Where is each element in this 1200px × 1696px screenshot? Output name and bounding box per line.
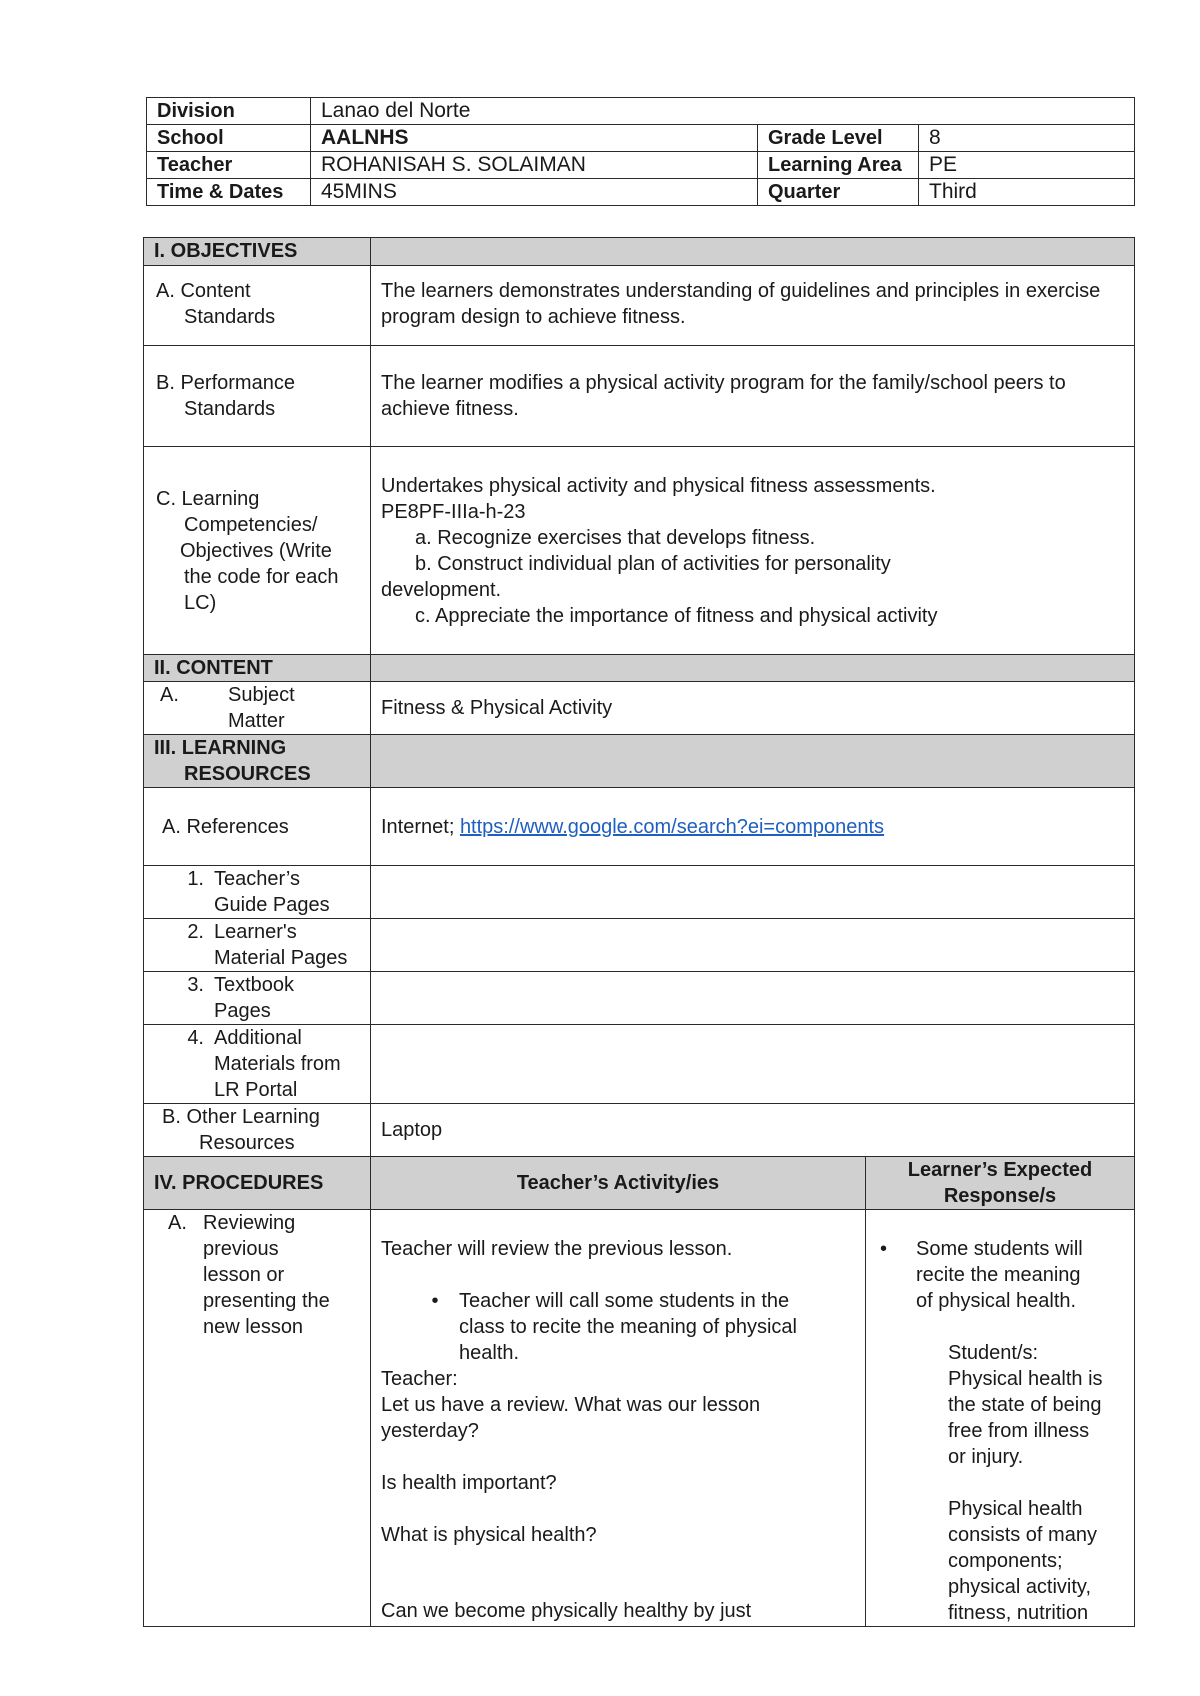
teacher-question: Can we become physically healthy by just	[381, 1600, 752, 1622]
other-resources-label	[144, 1104, 371, 1157]
subject-matter-label-wrap	[154, 682, 360, 734]
learner-answer-line: Physical health is	[948, 1368, 1103, 1390]
resource-item-number: 3.	[187, 974, 204, 996]
resource-item-line: Teacher’s	[214, 868, 300, 890]
learner-answer-line: free from illness	[948, 1420, 1090, 1442]
competencies-label-line5: LC)	[184, 592, 217, 614]
teacher-activity-heading: Teacher’s Activity/ies	[371, 1157, 866, 1210]
competency-line: Undertakes physical activity and physical fitness assessments.	[381, 475, 936, 497]
resource-item-line: Learner's	[214, 921, 297, 943]
resource-item-row	[154, 919, 360, 971]
teacher-bullet-line: health.	[459, 1342, 520, 1364]
performance-standards-label	[144, 346, 371, 447]
time-dates-value: 45MINS	[311, 179, 758, 206]
objectives-heading-fill	[371, 238, 1135, 266]
learner-bullet-text	[916, 1236, 1083, 1314]
spacer	[381, 1262, 855, 1288]
learner-bullet-line: of physical health.	[916, 1290, 1077, 1312]
division-label: Division	[147, 98, 311, 125]
resource-item-line: Textbook	[214, 974, 295, 996]
subject-matter-label	[144, 682, 371, 735]
resource-item-row	[154, 866, 360, 918]
resource-item-text	[214, 866, 330, 918]
competency-c: c. Appreciate the importance of fitness and physical activity	[415, 605, 938, 627]
grade-level-label: Grade Level	[758, 125, 919, 152]
resource-item-textbook-value	[371, 972, 1135, 1025]
other-resources-label-line1: B. Other Learning	[162, 1106, 320, 1128]
resource-item-number: 4.	[187, 1027, 204, 1049]
step-a-label	[144, 1210, 371, 1627]
learner-answer-line: or injury.	[948, 1446, 1024, 1468]
resources-heading-fill	[371, 735, 1135, 788]
learner-response-heading-line2: Response/s	[943, 1185, 1057, 1207]
resources-heading-line2: RESOURCES	[184, 763, 311, 785]
resource-item-additional-materials-value	[371, 1025, 1135, 1104]
teacher-bullet-line: class to recite the meaning of physical	[459, 1316, 797, 1338]
teacher-activity-cell	[371, 1210, 866, 1627]
resource-item-text	[214, 1025, 341, 1103]
quarter-label: Quarter	[758, 179, 919, 206]
step-a-text	[203, 1210, 330, 1340]
competencies-label-line1: C. Learning	[156, 488, 260, 510]
spacer	[948, 1314, 1124, 1340]
spacer	[948, 1470, 1124, 1496]
teacher-intro: Teacher will review the previous lesson.	[381, 1238, 733, 1260]
learner-answer-line: fitness, nutrition	[948, 1602, 1089, 1624]
subject-matter-letter: A.	[160, 684, 179, 706]
learner-answer-line: Physical health	[948, 1498, 1083, 1520]
teacher-question: Let us have a review. What was our lesson	[381, 1394, 761, 1416]
resource-item-line: Materials from	[214, 1053, 341, 1075]
step-a-row	[154, 1210, 360, 1340]
references-label: A. References	[144, 788, 371, 866]
step-a-line: presenting the	[203, 1290, 330, 1312]
resource-item-line: LR Portal	[214, 1079, 298, 1101]
teacher-question: Is health important?	[381, 1472, 557, 1494]
learner-answer-line: the state of being	[948, 1394, 1102, 1416]
resource-item-text	[214, 972, 294, 1024]
learner-bullet	[876, 1236, 1124, 1314]
learner-answer-line: physical activity,	[948, 1576, 1092, 1598]
learner-response-heading-line1: Learner’s Expected	[907, 1159, 1093, 1181]
learner-response-cell	[866, 1210, 1135, 1627]
competency-b: b. Construct individual plan of activities for personality	[415, 553, 891, 575]
competency-b-cont: development.	[381, 579, 502, 601]
teacher-question: What is physical health?	[381, 1524, 597, 1546]
school-value: AALNHS	[311, 125, 758, 152]
competencies-label-line2: Competencies/	[184, 514, 318, 536]
resources-heading	[144, 735, 371, 788]
references-link[interactable]: https://www.google.com/search?ei=components	[459, 815, 885, 838]
teacher-value: ROHANISAH S. SOLAIMAN	[311, 152, 758, 179]
resource-item-text	[214, 919, 347, 971]
procedures-heading: IV. PROCEDURES	[144, 1157, 371, 1210]
resource-item-learners-material-value	[371, 919, 1135, 972]
resource-item-line: Material Pages	[214, 947, 348, 969]
resource-item-number: 2.	[187, 921, 204, 943]
spacer	[381, 1496, 855, 1522]
references-value	[371, 788, 1135, 866]
resource-item-learners-material	[144, 919, 371, 972]
competencies-text	[371, 447, 1135, 655]
lesson-plan-table	[143, 237, 1135, 1627]
references-prefix: Internet;	[381, 815, 460, 838]
performance-standards-label-line1: B. Performance	[156, 372, 295, 394]
bullet-icon: •	[431, 1290, 439, 1312]
resource-item-teachers-guide-value	[371, 866, 1135, 919]
teacher-bullet-text	[459, 1288, 797, 1366]
teacher-label: Teacher:	[381, 1368, 458, 1390]
resources-heading-line1: III. LEARNING	[154, 737, 287, 759]
learner-answer-line: consists of many	[948, 1524, 1097, 1546]
quarter-value: Third	[919, 179, 1135, 206]
step-a-line: lesson or	[203, 1264, 285, 1286]
performance-standards-label-line2: Standards	[184, 398, 276, 420]
content-standards-label-line2: Standards	[184, 306, 276, 328]
step-a-line: previous	[203, 1238, 279, 1260]
spacer	[381, 1548, 855, 1598]
teacher-bullet-line: Teacher will call some students in the	[459, 1290, 790, 1312]
division-value: Lanao del Norte	[311, 98, 1135, 125]
step-a-letter: A.	[168, 1212, 187, 1234]
learner-bullet-line: Some students will	[916, 1238, 1083, 1260]
learning-area-label: Learning Area	[758, 152, 919, 179]
learner-response-heading	[866, 1157, 1135, 1210]
teacher-bullet	[381, 1288, 855, 1366]
competencies-label-line4: the code for each	[184, 566, 339, 588]
resource-item-row	[154, 1025, 360, 1103]
content-standards-label	[144, 266, 371, 346]
bullet-icon: •	[880, 1238, 888, 1260]
learner-bullet-line: recite the meaning	[916, 1264, 1081, 1286]
subject-matter-line1: Subject	[228, 684, 295, 706]
competency-code: PE8PF-IIIa-h-23	[381, 501, 526, 523]
step-a-line: new lesson	[203, 1316, 304, 1338]
competencies-label-line3: Objectives (Write	[180, 540, 332, 562]
student-label: Student/s:	[948, 1342, 1039, 1364]
objectives-heading: I. OBJECTIVES	[144, 238, 371, 266]
content-standards-label-line1: A. Content	[156, 280, 251, 302]
teacher-question: yesterday?	[381, 1420, 479, 1442]
teacher-label: Teacher	[147, 152, 311, 179]
resource-item-teachers-guide	[144, 866, 371, 919]
content-heading: II. CONTENT	[144, 655, 371, 682]
other-resources-value: Laptop	[371, 1104, 1135, 1157]
resource-item-row	[154, 972, 360, 1024]
competency-a: a. Recognize exercises that develops fitness.	[415, 527, 816, 549]
content-heading-fill	[371, 655, 1135, 682]
resource-item-line: Guide Pages	[214, 894, 330, 916]
header-table	[146, 97, 1135, 206]
school-label: School	[147, 125, 311, 152]
grade-level-value: 8	[919, 125, 1135, 152]
subject-matter-value: Fitness & Physical Activity	[371, 682, 1135, 735]
learning-area-value: PE	[919, 152, 1135, 179]
learner-answer-line: components;	[948, 1550, 1063, 1572]
spacer	[381, 1444, 855, 1470]
resource-item-line: Pages	[214, 1000, 271, 1022]
resource-item-number: 1.	[187, 868, 204, 890]
step-a-line: Reviewing	[203, 1212, 296, 1234]
content-standards-text: The learners demonstrates understanding of guidelines and principles in exercise program design to achieve fitness.	[371, 266, 1135, 346]
subject-matter-line2: Matter	[228, 710, 285, 732]
resource-item-textbook	[144, 972, 371, 1025]
time-dates-label: Time & Dates	[147, 179, 311, 206]
learner-answer	[876, 1314, 1124, 1626]
other-resources-label-line2: Resources	[199, 1132, 295, 1154]
resource-item-line: Additional	[214, 1027, 302, 1049]
resource-item-additional-materials	[144, 1025, 371, 1104]
performance-standards-text: The learner modifies a physical activity program for the family/school peers to achieve fitness.	[371, 346, 1135, 447]
competencies-label	[144, 447, 371, 655]
subject-matter-words	[228, 682, 295, 734]
